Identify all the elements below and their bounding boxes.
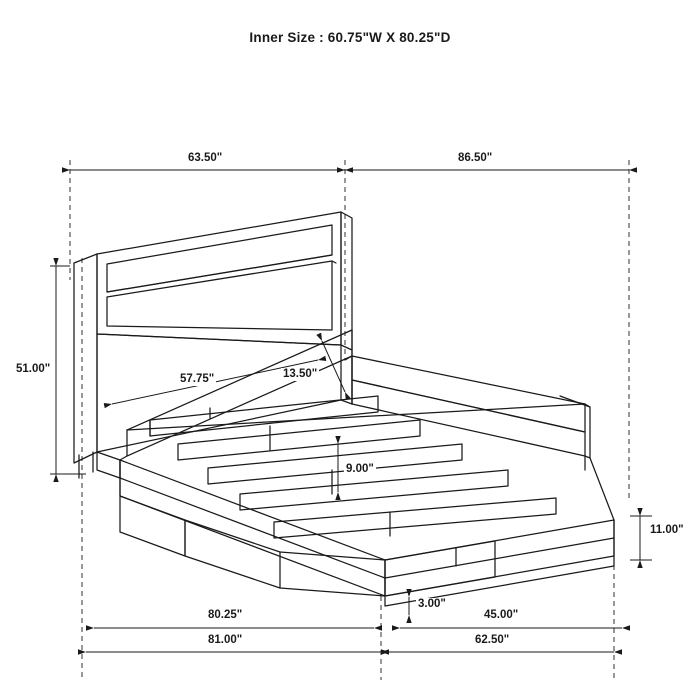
dim-label-3-00: 3.00" xyxy=(418,598,446,610)
dim-label-9-00: 9.00" xyxy=(346,463,374,475)
dimension-lines xyxy=(50,170,652,652)
footboard-edge xyxy=(585,456,614,520)
mattress-deck xyxy=(120,330,590,566)
dim-label-13-50: 13.50" xyxy=(283,368,318,380)
dim-label-62-50: 62.50" xyxy=(475,634,510,646)
dim-label-63-50: 63.50" xyxy=(188,152,223,164)
dim-label-81-00: 81.00" xyxy=(208,634,243,646)
dim-label-51-00: 51.00" xyxy=(16,363,51,375)
dim-label-11-00: 11.00" xyxy=(650,524,684,536)
headboard xyxy=(74,212,352,478)
page-title: Inner Size : 60.75"W X 80.25"D xyxy=(249,30,451,45)
base-platform xyxy=(120,496,495,596)
bed-illustration xyxy=(74,212,614,606)
dim-label-45-00: 45.00" xyxy=(484,609,519,621)
dim-label-80-25: 80.25" xyxy=(208,609,243,621)
dim-label-86-50: 86.50" xyxy=(458,152,493,164)
dim-label-57-75: 57.75" xyxy=(180,373,215,385)
